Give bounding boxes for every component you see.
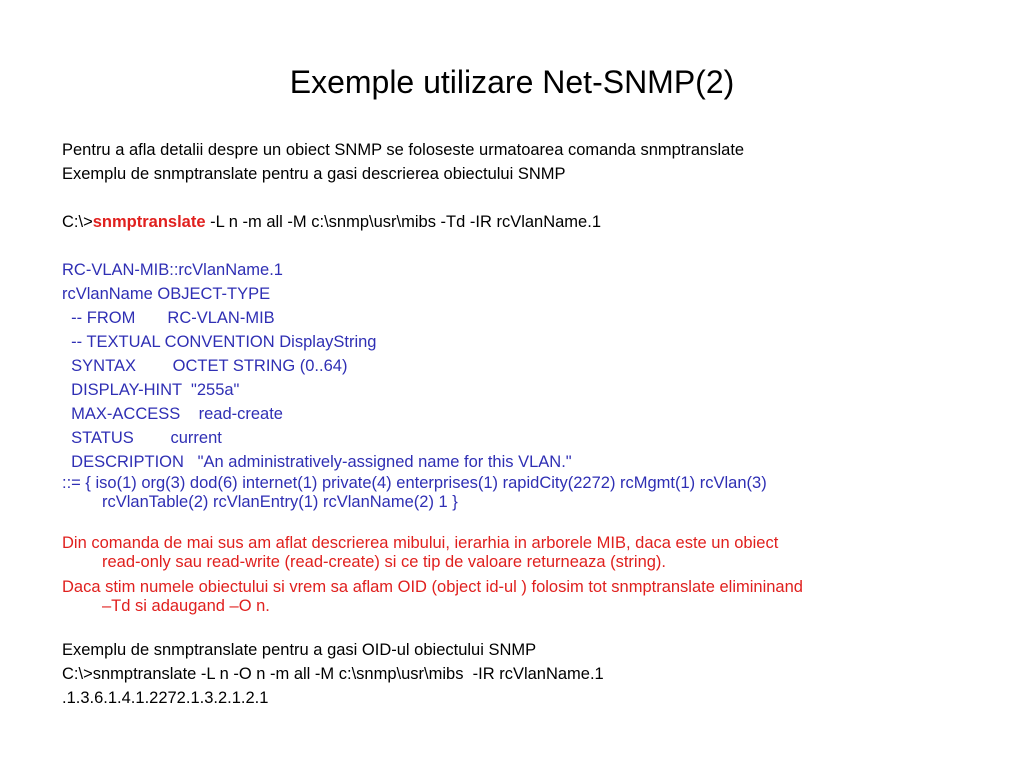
mib-output-line: MAX-ACCESS read-create [62,405,283,423]
example2-line-2: C:\>snmptranslate -L n -O n -m all -M c:\snmp\usr\mibs -IR rcVlanName.1 [62,665,604,683]
intro-line-1: Pentru a afla detalii despre un obiect SNMP se foloseste urmatoarea comanda snmptranslate [62,141,745,159]
example2-line-3: .1.3.6.1.4.1.2272.1.3.2.1.2.1 [62,689,269,707]
mib-output-line: DISPLAY-HINT "255a" [62,381,240,399]
explanation-1-line-1: Din comanda de mai sus am aflat descrierea mibului, ierarhia in arborele MIB, daca este un obiect [62,534,779,552]
mib-output-line: RC-VLAN-MIB::rcVlanName.1 [62,261,283,279]
command-args: -L n -m all -M c:\snmp\usr\mibs -Td -IR rcVlanName.1 [205,213,601,231]
oid-tree-line-1: ::= { iso(1) org(3) dod(6) internet(1) private(4) enterprises(1) rapidCity(2272) rcMgmt(1) rcVlan(3) [62,474,767,492]
slide-title: Exemple utilizare Net-SNMP(2) [289,64,735,100]
oid-tree-line-2: rcVlanTable(2) rcVlanEntry(1) rcVlanName(2) 1 } [102,493,458,511]
mib-output-line: rcVlanName OBJECT-TYPE [62,285,271,303]
mib-output-line: DESCRIPTION "An administratively-assigned name for this VLAN." [62,453,572,471]
example2-line-1: Exemplu de snmptranslate pentru a gasi OID-ul obiectului SNMP [62,641,537,659]
command-line-1 [62,210,982,234]
mib-output-line: -- TEXTUAL CONVENTION DisplayString [62,333,377,351]
oid-tree-paragraph [62,474,982,512]
explanation-2-line-2: –Td si adaugand –O n. [102,597,270,615]
explanation-1-line-2: read-only sau read-write (read-create) si ce tip de valoare returneaza (string). [102,553,666,571]
mib-output-line: STATUS current [62,429,222,447]
slide-body [62,138,982,710]
intro-line-2: Exemplu de snmptranslate pentru a gasi descrierea obiectului SNMP [62,165,566,183]
explanation-paragraph-2 [62,578,982,616]
explanation-paragraph-1 [62,534,982,572]
explanation-2-line-1: Daca stim numele obiectului si vrem sa aflam OID (object id-ul ) folosim tot snmptranslate elimininand [62,578,803,596]
mib-output-line: SYNTAX OCTET STRING (0..64) [62,357,348,375]
mib-output-line: -- FROM RC-VLAN-MIB [62,309,275,327]
command-name: snmptranslate [92,213,206,231]
command-prompt: C:\> [62,213,93,231]
